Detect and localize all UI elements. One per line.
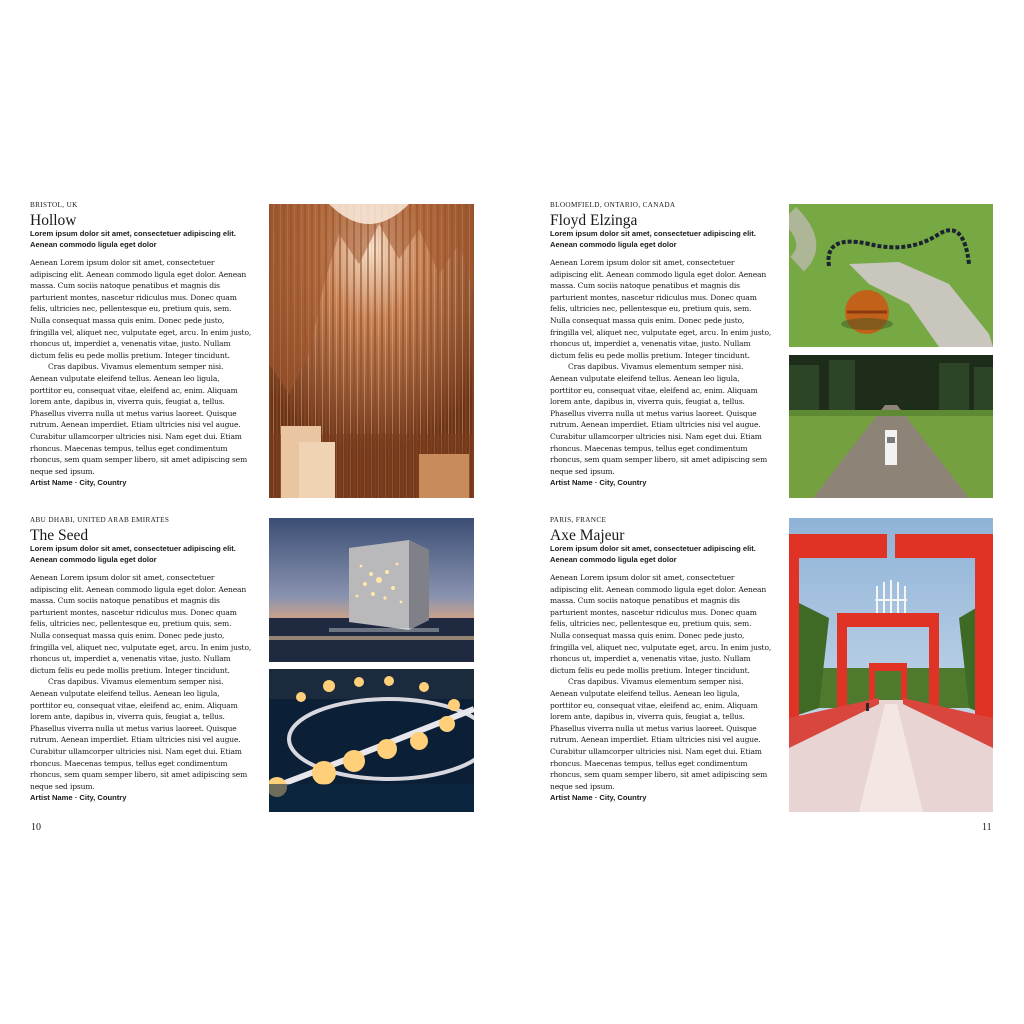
entry-location: BRISTOL, UK (30, 201, 78, 209)
artist-credit: Artist Name · City, Country (30, 793, 127, 803)
entry-lede: Lorem ipsum dolor sit amet, consectetuer adipiscing elit. Aenean commodo ligula eget dolor (30, 544, 236, 564)
body-paragraph: Cras dapibus. Vivamus elementum semper nisi. Aenean vulputate eleifend tellus. Aenean leo ligula, porttitor eu, consequat vitae, eleifend ac, enim. Aliquam lorem ante, dapibus in, viverra quis, feugiat a, tellus. Phasellus viverra nulla ut metus varius laoreet. Quisque rutrum. Aenean imperdiet. Etiam ultricies nisi vel augue. Curabitur ullamcorper ultricies nisi. Nam eget dui. Etiam rhoncus. Maecenas tempus, tellus eget condimentum rhoncus, sem quam semper libero, sit amet adipiscing sem neque sed ipsum. (550, 677, 768, 791)
body-paragraph: Cras dapibus. Vivamus elementum semper nisi. Aenean vulputate eleifend tellus. Aenean leo ligula, porttitor eu, consequat vitae, eleifend ac, enim. Aliquam lorem ante, dapibus in, viverra quis, feugiat a, tellus. Phasellus viverra nulla ut metus varius laoreet. Quisque rutrum. Aenean imperdiet. Etiam ultricies nisi vel augue. Curabitur ullamcorper ultricies nisi. Nam eget dui. Etiam rhoncus. Maecenas tempus, tellus eget condimentum rhoncus, sem quam semper libero, sit amet adipiscing sem neque sed ipsum. (30, 362, 248, 476)
entry-body (550, 257, 772, 477)
entry-title: Axe Majeur (550, 527, 625, 544)
body-paragraph: Aenean Lorem ipsum dolor sit amet, consectetuer adipiscing elit. Aenean commodo ligula eget dolor. Aenean massa. Cum sociis natoque penatibus et magnis dis parturient montes, nascetur ridiculus mus. Donec quam felis, ultricies nec, pellentesque eu, pretium quis, sem. Nulla consequat massa quis enim. Donec pede justo, fringilla vel, aliquet nec, vulputate eget, arcu. In enim justo, rhoncus ut, imperdiet a, venenatis vitae, justo. Nullam dictum felis eu pede mollis pretium. Integer tincidunt. (30, 573, 252, 675)
entry-lede: Lorem ipsum dolor sit amet, consectetuer adipiscing elit. Aenean commodo ligula eget dolor (550, 544, 756, 564)
hollow-image (269, 204, 474, 498)
photo-floyd-lawn-path (789, 355, 993, 498)
floyd-lawn-image (789, 355, 993, 498)
entry-title: Floyd Elzinga (550, 212, 638, 229)
body-paragraph: Aenean Lorem ipsum dolor sit amet, consectetuer adipiscing elit. Aenean commodo ligula eget dolor. Aenean massa. Cum sociis natoque penatibus et magnis dis parturient montes, nascetur ridiculus mus. Donec quam felis, ultricies nec, pellentesque eu, pretium quis, sem. Nulla consequat massa quis enim. Donec pede justo, fringilla vel, aliquet nec, vulputate eget, arcu. In enim justo, rhoncus ut, imperdiet a, venenatis vitae, justo. Nullam dictum felis eu pede mollis pretium. Integer tincidunt. (30, 258, 252, 360)
axe-majeur-image (789, 518, 993, 812)
entry-floyd-elzinga (550, 201, 772, 488)
entry-axe-majeur (550, 516, 772, 803)
entry-title: Hollow (30, 212, 77, 229)
seed-lights-image (269, 669, 474, 812)
floyd-chain-image (789, 204, 993, 347)
entry-the-seed (30, 516, 252, 803)
page-number-left: 10 (31, 822, 41, 833)
body-paragraph: Aenean Lorem ipsum dolor sit amet, consectetuer adipiscing elit. Aenean commodo ligula eget dolor. Aenean massa. Cum sociis natoque penatibus et magnis dis parturient montes, nascetur ridiculus mus. Donec quam felis, ultricies nec, pellentesque eu, pretium quis, sem. Nulla consequat massa quis enim. Donec pede justo, fringilla vel, aliquet nec, vulputate eget, arcu. In enim justo, rhoncus ut, imperdiet a, venenatis vitae, justo. Nullam dictum felis eu pede mollis pretium. Integer tincidunt. (550, 258, 772, 360)
artist-credit: Artist Name · City, Country (30, 478, 127, 488)
body-paragraph: Cras dapibus. Vivamus elementum semper nisi. Aenean vulputate eleifend tellus. Aenean leo ligula, porttitor eu, consequat vitae, eleifend ac, enim. Aliquam lorem ante, dapibus in, viverra quis, feugiat a, tellus. Phasellus viverra nulla ut metus varius laoreet. Quisque rutrum. Aenean imperdiet. Etiam ultricies nisi vel augue. Curabitur ullamcorper ultricies nisi. Nam eget dui. Etiam rhoncus. Maecenas tempus, tellus eget condimentum rhoncus, sem quam semper libero, sit amet adipiscing sem neque sed ipsum. (30, 677, 248, 791)
photo-hollow-wooden-cave (269, 204, 474, 498)
artist-credit: Artist Name · City, Country (550, 478, 647, 488)
entry-hollow (30, 201, 252, 488)
photo-seed-lights-ring (269, 669, 474, 812)
seed-cube-image (269, 518, 474, 662)
entry-body (30, 257, 252, 477)
entry-location: ABU DHABI, UNITED ARAB EMIRATES (30, 516, 170, 524)
photo-seed-cube (269, 518, 474, 662)
body-paragraph: Cras dapibus. Vivamus elementum semper nisi. Aenean vulputate eleifend tellus. Aenean leo ligula, porttitor eu, consequat vitae, eleifend ac, enim. Aliquam lorem ante, dapibus in, viverra quis, feugiat a, tellus. Phasellus viverra nulla ut metus varius laoreet. Quisque rutrum. Aenean imperdiet. Etiam ultricies nisi vel augue. Curabitur ullamcorper ultricies nisi. Nam eget dui. Etiam rhoncus. Maecenas tempus, tellus eget condimentum rhoncus, sem quam semper libero, sit amet adipiscing sem neque sed ipsum. (550, 362, 768, 476)
photo-axe-majeur-bridge (789, 518, 993, 812)
entry-body (550, 572, 772, 792)
entry-lede: Lorem ipsum dolor sit amet, consectetuer adipiscing elit. Aenean commodo ligula eget dolor (550, 229, 756, 249)
entry-lede: Lorem ipsum dolor sit amet, consectetuer adipiscing elit. Aenean commodo ligula eget dolor (30, 229, 236, 249)
entry-title: The Seed (30, 527, 89, 544)
entry-location: BLOOMFIELD, ONTARIO, CANADA (550, 201, 676, 209)
page-number-right: 11 (982, 822, 992, 833)
entry-body (30, 572, 252, 792)
body-paragraph: Aenean Lorem ipsum dolor sit amet, consectetuer adipiscing elit. Aenean commodo ligula eget dolor. Aenean massa. Cum sociis natoque penatibus et magnis dis parturient montes, nascetur ridiculus mus. Donec quam felis, ultricies nec, pellentesque eu, pretium quis, sem. Nulla consequat massa quis enim. Donec pede justo, fringilla vel, aliquet nec, vulputate eget, arcu. In enim justo, rhoncus ut, imperdiet a, venenatis vitae, justo. Nullam dictum felis eu pede mollis pretium. Integer tincidunt. (550, 573, 772, 675)
artist-credit: Artist Name · City, Country (550, 793, 647, 803)
entry-location: PARIS, FRANCE (550, 516, 607, 524)
photo-floyd-chain-sculpture (789, 204, 993, 347)
